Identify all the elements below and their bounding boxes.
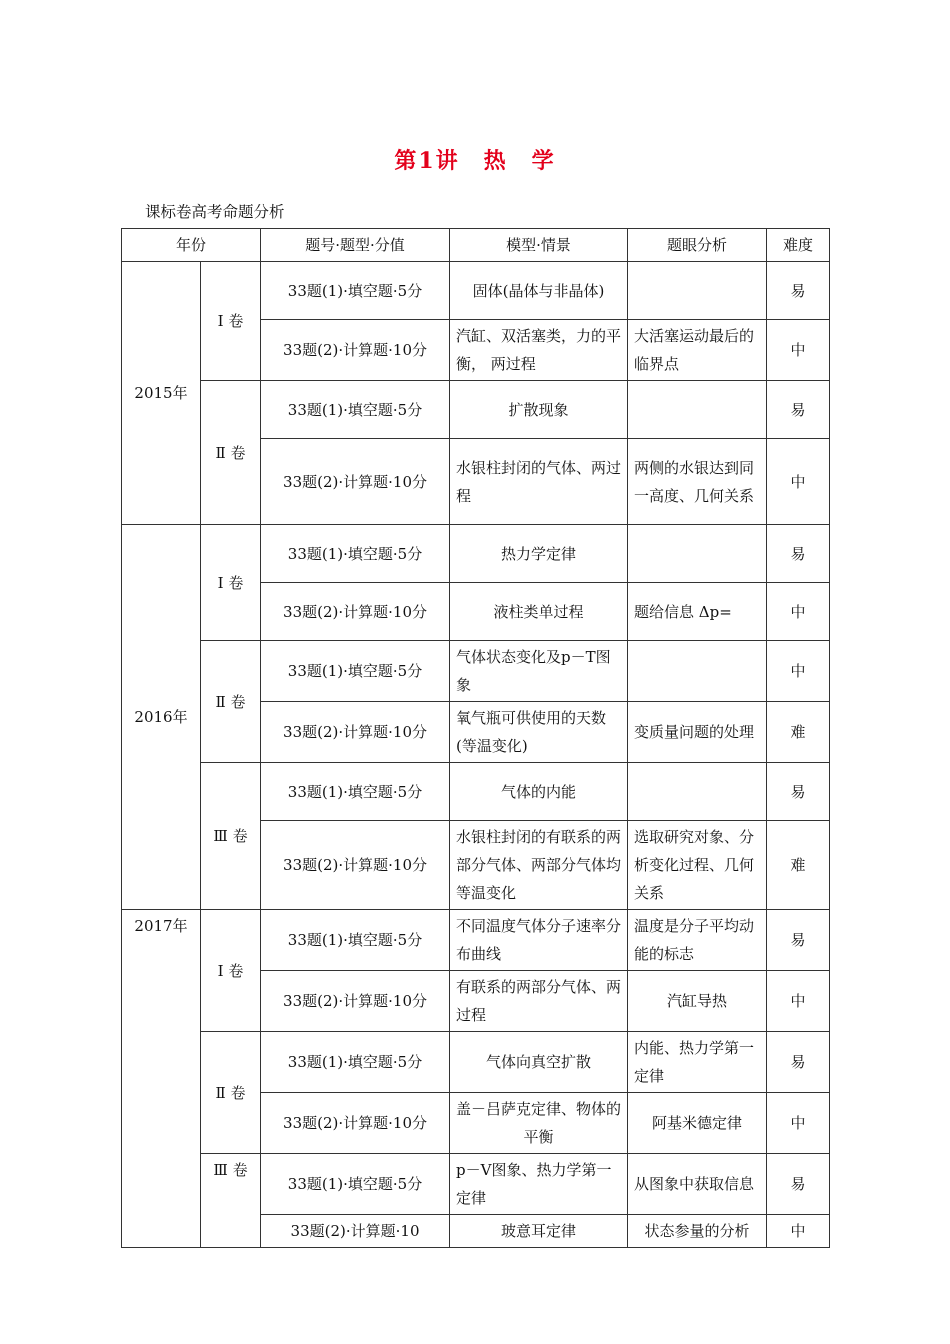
- header-question: 题号·题型·分值: [261, 229, 450, 262]
- difficulty-cell: 中: [767, 1093, 830, 1154]
- table-row: [122, 1032, 830, 1093]
- analysis-cell: [628, 641, 767, 702]
- year-cell: 2017年: [122, 910, 201, 1248]
- model-cell: 热力学定律: [450, 525, 628, 583]
- analysis-cell: 阿基米德定律: [628, 1093, 767, 1154]
- model-cell: p－V图象、热力学第一定律: [450, 1154, 628, 1215]
- analysis-cell: 大活塞运动最后的临界点: [628, 320, 767, 381]
- header-model: 模型·情景: [450, 229, 628, 262]
- paper-cell: Ⅰ 卷: [201, 525, 261, 641]
- difficulty-cell: 中: [767, 583, 830, 641]
- difficulty-cell: 易: [767, 763, 830, 821]
- difficulty-cell: 中: [767, 320, 830, 381]
- paper-cell: Ⅱ 卷: [201, 1032, 261, 1154]
- question-cell: 33题(2)·计算题·10: [261, 1215, 450, 1248]
- difficulty-cell: 难: [767, 702, 830, 763]
- question-cell: 33题(1)·填空题·5分: [261, 525, 450, 583]
- paper-cell: Ⅱ 卷: [201, 381, 261, 525]
- question-cell: 33题(2)·计算题·10分: [261, 821, 450, 910]
- question-cell: 33题(1)·填空题·5分: [261, 910, 450, 971]
- model-cell: 气体状态变化及p－T图象: [450, 641, 628, 702]
- table-row: [122, 910, 830, 971]
- model-cell: 水银柱封闭的气体、两过程: [450, 439, 628, 525]
- question-cell: 33题(1)·填空题·5分: [261, 763, 450, 821]
- question-cell: 33题(2)·计算题·10分: [261, 971, 450, 1032]
- difficulty-cell: 中: [767, 971, 830, 1032]
- question-cell: 33题(1)·填空题·5分: [261, 641, 450, 702]
- difficulty-cell: 易: [767, 381, 830, 439]
- table-row: [122, 641, 830, 702]
- header-difficulty: 难度: [767, 229, 830, 262]
- model-cell: 扩散现象: [450, 381, 628, 439]
- table-row: [122, 763, 830, 821]
- model-cell: 不同温度气体分子速率分布曲线: [450, 910, 628, 971]
- year-cell: 2015年: [122, 262, 201, 525]
- paper-cell: Ⅲ 卷: [201, 1154, 261, 1248]
- analysis-cell: 汽缸导热: [628, 971, 767, 1032]
- analysis-cell: 题给信息 Δp=: [628, 583, 767, 641]
- model-cell: 有联系的两部分气体、两过程: [450, 971, 628, 1032]
- analysis-cell: [628, 525, 767, 583]
- difficulty-cell: 易: [767, 1154, 830, 1215]
- analysis-cell: 从图象中获取信息: [628, 1154, 767, 1215]
- table-caption: 课标卷高考命题分析: [145, 203, 285, 221]
- paper-cell: Ⅰ 卷: [201, 262, 261, 381]
- analysis-cell: [628, 381, 767, 439]
- paper-cell: Ⅲ 卷: [201, 763, 261, 910]
- model-cell: 盖－吕萨克定律、物体的平衡: [450, 1093, 628, 1154]
- difficulty-cell: 难: [767, 821, 830, 910]
- table-row: [122, 381, 830, 439]
- analysis-cell: 温度是分子平均动能的标志: [628, 910, 767, 971]
- model-cell: 气体向真空扩散: [450, 1032, 628, 1093]
- difficulty-cell: 易: [767, 1032, 830, 1093]
- difficulty-cell: 中: [767, 641, 830, 702]
- analysis-cell: 变质量问题的处理: [628, 702, 767, 763]
- analysis-cell: 内能、热力学第一定律: [628, 1032, 767, 1093]
- model-cell: 水银柱封闭的有联系的两部分气体、两部分气体均等温变化: [450, 821, 628, 910]
- question-cell: 33题(2)·计算题·10分: [261, 439, 450, 525]
- model-cell: 气体的内能: [450, 763, 628, 821]
- question-cell: 33题(2)·计算题·10分: [261, 1093, 450, 1154]
- model-cell: 玻意耳定律: [450, 1215, 628, 1248]
- analysis-cell: [628, 262, 767, 320]
- analysis-cell: 状态参量的分析: [628, 1215, 767, 1248]
- question-cell: 33题(2)·计算题·10分: [261, 583, 450, 641]
- question-cell: 33题(1)·填空题·5分: [261, 262, 450, 320]
- header-year: 年份: [122, 229, 261, 262]
- model-cell: 氧气瓶可供使用的天数(等温变化): [450, 702, 628, 763]
- question-cell: 33题(2)·计算题·10分: [261, 320, 450, 381]
- difficulty-cell: 中: [767, 439, 830, 525]
- table-row: [122, 525, 830, 583]
- question-cell: 33题(1)·填空题·5分: [261, 1032, 450, 1093]
- paper-cell: Ⅰ 卷: [201, 910, 261, 1032]
- model-cell: 汽缸、双活塞类，力的平衡， 两过程: [450, 320, 628, 381]
- question-cell: 33题(1)·填空题·5分: [261, 381, 450, 439]
- question-cell: 33题(2)·计算题·10分: [261, 702, 450, 763]
- table-row: [122, 1154, 830, 1215]
- difficulty-cell: 中: [767, 1215, 830, 1248]
- header-analysis: 题眼分析: [628, 229, 767, 262]
- paper-cell: Ⅱ 卷: [201, 641, 261, 763]
- model-cell: 液柱类单过程: [450, 583, 628, 641]
- analysis-cell: [628, 763, 767, 821]
- difficulty-cell: 易: [767, 910, 830, 971]
- model-cell: 固体(晶体与非晶体): [450, 262, 628, 320]
- exam-analysis-table: [121, 228, 830, 1248]
- difficulty-cell: 易: [767, 262, 830, 320]
- analysis-cell: 选取研究对象、分析变化过程、几何关系: [628, 821, 767, 910]
- analysis-cell: 两侧的水银达到同一高度、几何关系: [628, 439, 767, 525]
- difficulty-cell: 易: [767, 525, 830, 583]
- page-title: 第1讲 热 学: [394, 148, 556, 174]
- table-row: [122, 262, 830, 320]
- question-cell: 33题(1)·填空题·5分: [261, 1154, 450, 1215]
- year-cell: 2016年: [122, 525, 201, 910]
- table-header-row: [122, 229, 830, 262]
